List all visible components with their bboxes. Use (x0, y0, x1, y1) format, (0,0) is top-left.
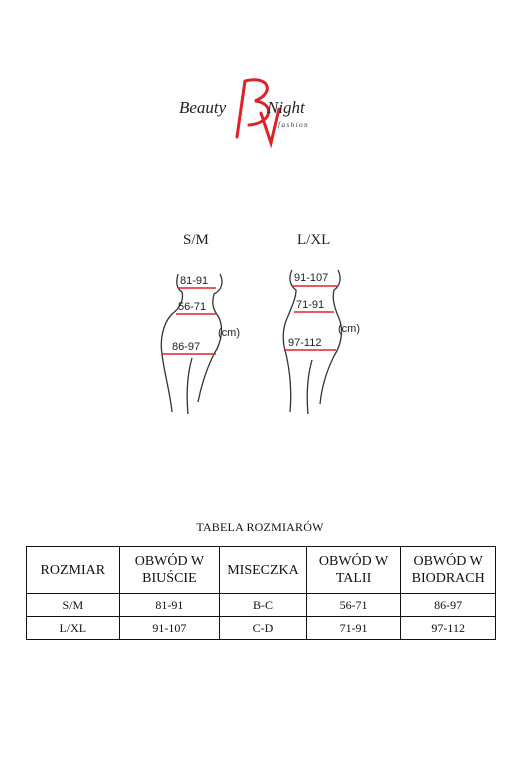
bust-value: 91-107 (294, 272, 329, 284)
cell-size: L/XL (27, 617, 120, 640)
table-row (27, 594, 496, 617)
size-table (26, 546, 496, 640)
table-row (27, 617, 496, 640)
header-waist: OBWÓD W TALII (306, 547, 401, 594)
cell-hips: 86-97 (401, 594, 496, 617)
header-cup: MISECZKA (220, 547, 307, 594)
hips-value: 97-112 (288, 337, 322, 349)
cell-waist: 71-91 (306, 617, 401, 640)
figure-size-heading-lxl: L/XL (297, 232, 331, 248)
cell-cup: B-C (220, 594, 307, 617)
table-header-row (27, 547, 496, 594)
waist-value: 71-91 (296, 299, 325, 311)
size-table-title: TABELA ROZMIARÓW (196, 520, 324, 534)
body-figure-lxl (282, 262, 392, 422)
waist-value: 56-71 (178, 301, 207, 313)
figure-size-heading-sm: S/M (183, 232, 209, 248)
header-bust: OBWÓD W BIUŚCIE (119, 547, 220, 594)
unit-label: (cm) (338, 323, 360, 335)
cell-waist: 56-71 (306, 594, 401, 617)
header-hips: OBWÓD W BIODRACH (401, 547, 496, 594)
unit-label: (cm) (218, 327, 240, 339)
logo-sub-fashion: fashion (278, 121, 310, 129)
cell-cup: C-D (220, 617, 307, 640)
bust-value: 81-91 (180, 275, 209, 287)
hips-value: 86-97 (172, 341, 201, 353)
cell-hips: 97-112 (401, 617, 496, 640)
cell-size: S/M (27, 594, 120, 617)
header-size: ROZMIAR (27, 547, 120, 594)
logo-word-beauty: Beauty (179, 98, 227, 117)
brand-logo (175, 75, 325, 155)
body-figure-sm (158, 262, 268, 422)
logo-word-night: Night (267, 98, 305, 117)
cell-bust: 81-91 (119, 594, 220, 617)
cell-bust: 91-107 (119, 617, 220, 640)
